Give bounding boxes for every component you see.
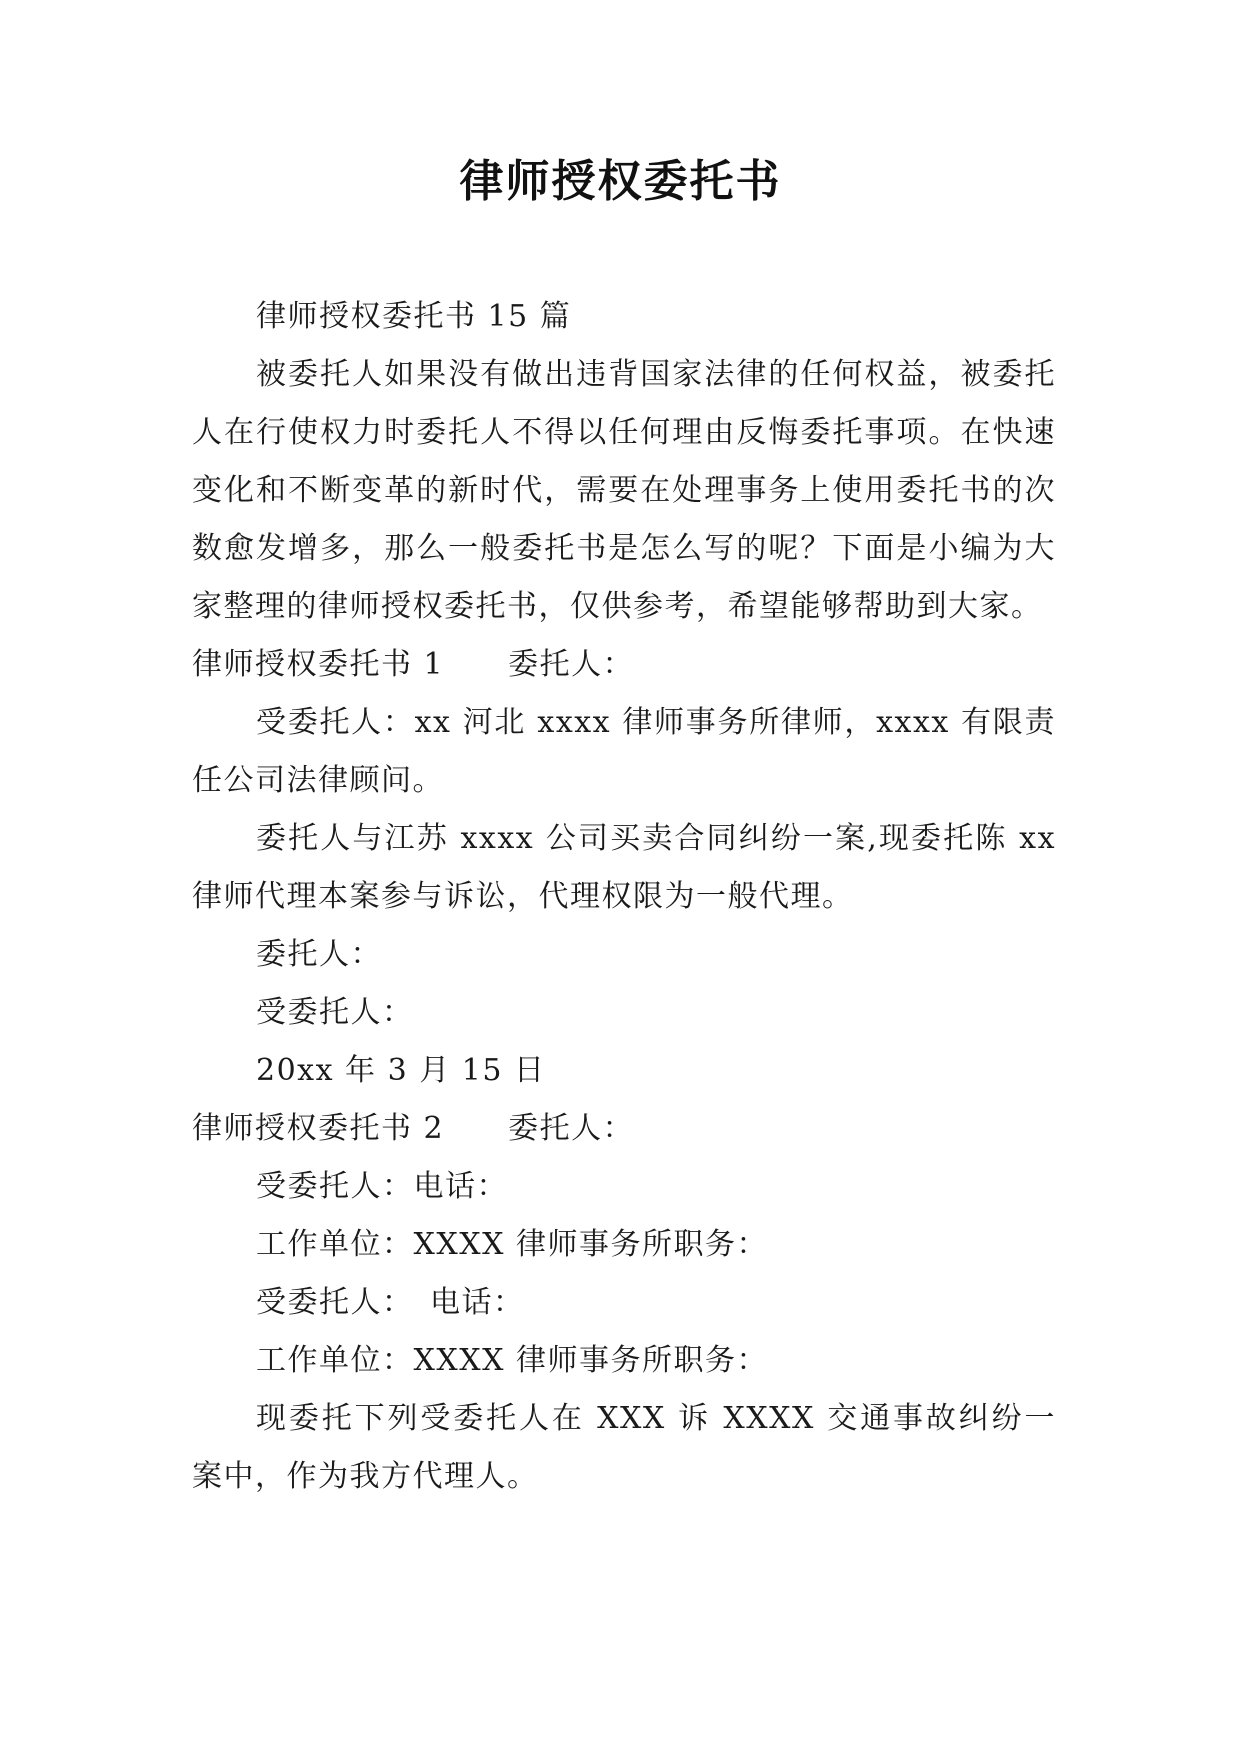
section2-heading-line [192,1100,1056,1158]
document-subtitle: 律师授权委托书 15 篇 [256,299,572,334]
section2-heading: 律师授权委托书 2 [192,1111,445,1146]
section2-agent2: 受委托人： 电话： [256,1285,525,1320]
section1-heading-tail: 委托人： [508,647,635,682]
section1-heading: 律师授权委托书 1 [192,647,445,682]
document-body [192,288,1056,1506]
section1-date: 20xx 年 3 月 15 日 [256,1053,546,1088]
intro-paragraph: 被委托人如果没有做出违背国家法律的任何权益，被委托人在行使权力时委托人不得以任何理由反悔委托事项。在快速变化和不断变革的新时代，需要在处理事务上使用委托书的次数愈发增多，那么一般委托书是怎么写的呢？下面是小编为大家整理的律师授权委托书，仅供参考，希望能够帮助到大家。 [192,357,1056,624]
section1-agent: 受委托人：xx 河北 xxxx 律师事务所律师，xxxx 有限责任公司法律顾问。 [192,705,1056,798]
section2-agent1: 受委托人：电话： [256,1169,508,1204]
document-title: 律师授权委托书 [459,156,782,207]
section2-heading-tail: 委托人： [508,1111,635,1146]
section2-content: 现委托下列受委托人在 XXX 诉 XXXX 交通事故纠纷一案中，作为我方代理人。 [192,1401,1056,1494]
section1-agent-sign: 受委托人： [256,995,414,1030]
section2-unit2: 工作单位：XXXX 律师事务所职务： [256,1343,768,1378]
section1-heading-line [192,636,1056,694]
section1-content: 委托人与江苏 xxxx 公司买卖合同纠纷一案,现委托陈 xx 律师代理本案参与诉讼，代理权限为一般代理。 [192,821,1056,914]
section2-unit1: 工作单位：XXXX 律师事务所职务： [256,1227,768,1262]
section1-client-sign: 委托人： [256,937,382,972]
